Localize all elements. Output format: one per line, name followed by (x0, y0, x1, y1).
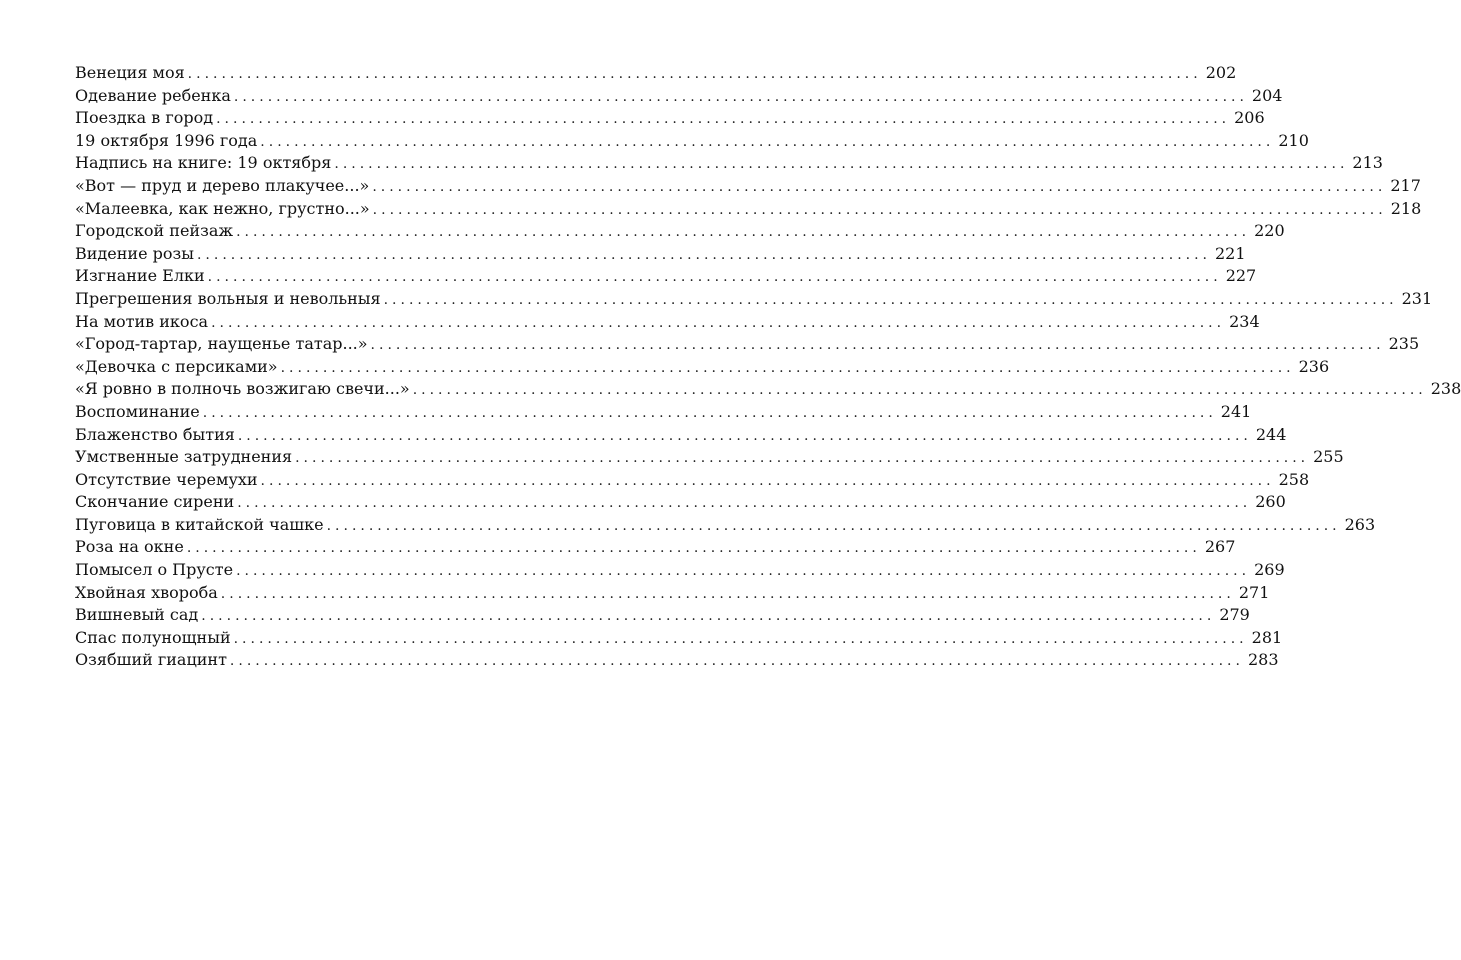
toc-entry-title: «Девочка с персиками» (75, 356, 278, 376)
toc-entry (75, 62, 1237, 85)
toc-entry (75, 627, 1283, 650)
toc-entry-title: Изгнание Елки (75, 266, 205, 286)
toc-entry-title: Озябший гиацинт (75, 650, 227, 670)
toc-entry-page: 263 (1344, 514, 1376, 534)
toc-entry (75, 243, 1246, 266)
toc-entry (75, 333, 1420, 356)
dot-leader: ........................................................................................................................ (260, 472, 1275, 489)
toc-entry-title: Вишневый сад (75, 605, 199, 625)
toc-entry-page: 227 (1225, 266, 1257, 286)
toc-entry (75, 265, 1257, 288)
toc-entry (75, 198, 1422, 221)
toc-entry (75, 401, 1252, 424)
toc-entry-page: 244 (1255, 424, 1287, 444)
toc-entry-title: Поездка в город (75, 108, 214, 128)
toc-entry-title: Отсутствие черемухи (75, 469, 258, 489)
toc-entry (75, 469, 1310, 492)
dot-leader: ........................................................................................................................ (202, 404, 1217, 421)
toc-entry (75, 220, 1285, 243)
toc-entry-title: Умственные затруднения (75, 447, 293, 467)
toc-entry-page: 241 (1220, 401, 1252, 421)
toc-entry (75, 536, 1236, 559)
toc-entry-title: Надпись на книге: 19 октября (75, 153, 332, 173)
toc-entry-page: 260 (1255, 492, 1286, 512)
toc-entry-page: 271 (1238, 582, 1270, 602)
dot-leader: ........................................................................................................................ (211, 314, 1226, 331)
toc-entry-page: 267 (1204, 537, 1236, 557)
dot-leader: ........................................................................................................................ (236, 224, 1251, 241)
toc-entry (75, 85, 1283, 108)
toc-entry-page: 204 (1251, 85, 1283, 105)
toc-entry-title: «Город-тартар, наущенье татар...» (75, 334, 368, 354)
dot-leader: ........................................................................................................................ (280, 359, 1295, 376)
toc-entry-title: Блаженство бытия (75, 424, 235, 444)
toc-entry-title: Пуговица в китайской чашке (75, 514, 324, 534)
dot-leader: ........................................................................................................................ (237, 495, 1252, 512)
toc-entry (75, 130, 1309, 153)
table-of-contents (75, 62, 1461, 672)
dot-leader: ........................................................................................................................ (233, 88, 1248, 105)
dot-leader: ........................................................................................................................ (260, 133, 1275, 150)
dot-leader: ........................................................................................................................ (372, 201, 1387, 218)
toc-entry-title: «Вот — пруд и дерево плакучее...» (75, 175, 370, 195)
toc-entry-page: 281 (1251, 627, 1283, 647)
toc-entry-title: Венеция моя (75, 63, 185, 82)
toc-entry-title: «Я ровно в полночь возжигаю свечи...» (75, 379, 410, 399)
toc-entry-page: 234 (1229, 311, 1260, 331)
dot-leader: ........................................................................................................................ (201, 608, 1216, 625)
toc-entry (75, 288, 1433, 311)
toc-entry (75, 491, 1286, 514)
toc-entry (75, 559, 1285, 582)
toc-entry-page: 255 (1313, 447, 1344, 467)
toc-entry-page: 202 (1205, 63, 1237, 82)
toc-entry-page: 236 (1298, 356, 1330, 376)
toc-entry-title: Хвойная хвороба (75, 582, 218, 602)
toc-entry-page: 221 (1215, 243, 1246, 263)
toc-entry-title: Помысел о Прусте (75, 560, 234, 580)
toc-entry (75, 446, 1344, 469)
toc-entry-title: Скончание сирени (75, 492, 235, 512)
toc-entry-page: 213 (1352, 153, 1383, 173)
toc-entry (75, 311, 1260, 334)
toc-entry-title: «Малеевка, как нежно, грустно...» (75, 198, 370, 218)
dot-leader: ........................................................................................................................ (216, 111, 1231, 128)
dot-leader: ........................................................................................................................ (237, 427, 1252, 444)
toc-entry (75, 378, 1461, 401)
dot-leader: ........................................................................................................................ (220, 585, 1235, 602)
toc-entry-page: 283 (1247, 650, 1279, 670)
toc-entry-page: 279 (1219, 605, 1250, 625)
dot-leader: ........................................................................................................................ (334, 156, 1349, 173)
toc-entry-page: 238 (1430, 379, 1461, 399)
dot-leader: ........................................................................................................................ (186, 540, 1201, 557)
toc-entry-title: Воспоминание (75, 401, 200, 421)
dot-leader: ........................................................................................................................ (372, 178, 1387, 195)
toc-entry-page: 217 (1390, 175, 1421, 195)
toc-entry-title: Видение розы (75, 243, 194, 263)
toc-entry-page: 220 (1254, 221, 1285, 241)
dot-leader: ........................................................................................................................ (370, 337, 1385, 354)
toc-entry-title: Роза на окне (75, 537, 184, 557)
toc-entry (75, 152, 1383, 175)
dot-leader: ........................................................................................................................ (326, 517, 1341, 534)
dot-leader: ........................................................................................................................ (236, 563, 1251, 580)
toc-entry (75, 424, 1287, 447)
toc-entry-title: Городской пейзаж (75, 221, 234, 241)
toc-entry (75, 649, 1279, 672)
toc-entry-page: 210 (1278, 130, 1309, 150)
toc-entry-page: 218 (1390, 198, 1422, 218)
toc-entry-page: 206 (1234, 108, 1265, 128)
dot-leader: ........................................................................................................................ (383, 291, 1398, 308)
toc-entry (75, 604, 1250, 627)
dot-leader: ........................................................................................................................ (412, 382, 1427, 399)
dot-leader: ........................................................................................................................ (229, 653, 1244, 670)
toc-entry-page: 231 (1401, 288, 1433, 308)
dot-leader: ........................................................................................................................ (295, 450, 1310, 467)
toc-entry (75, 175, 1421, 198)
toc-entry-page: 258 (1278, 469, 1310, 489)
dot-leader: ........................................................................................................................ (187, 66, 1202, 82)
dot-leader: ........................................................................................................................ (207, 269, 1222, 286)
toc-entry-page: 269 (1254, 560, 1285, 580)
toc-entry (75, 582, 1270, 605)
toc-entry-title: На мотив икоса (75, 311, 209, 331)
toc-entry-page: 235 (1388, 334, 1420, 354)
toc-entry-title: Прегрешения вольныя и невольныя (75, 288, 381, 308)
toc-entry-title: Одевание ребенка (75, 85, 231, 105)
dot-leader: ........................................................................................................................ (233, 630, 1248, 647)
toc-entry-title: Спас полунощный (75, 627, 231, 647)
toc-entry-title: 19 октября 1996 года (75, 130, 258, 150)
toc-entry (75, 514, 1376, 537)
toc-entry (75, 107, 1265, 130)
toc-entry (75, 356, 1330, 379)
dot-leader: ........................................................................................................................ (196, 246, 1211, 263)
